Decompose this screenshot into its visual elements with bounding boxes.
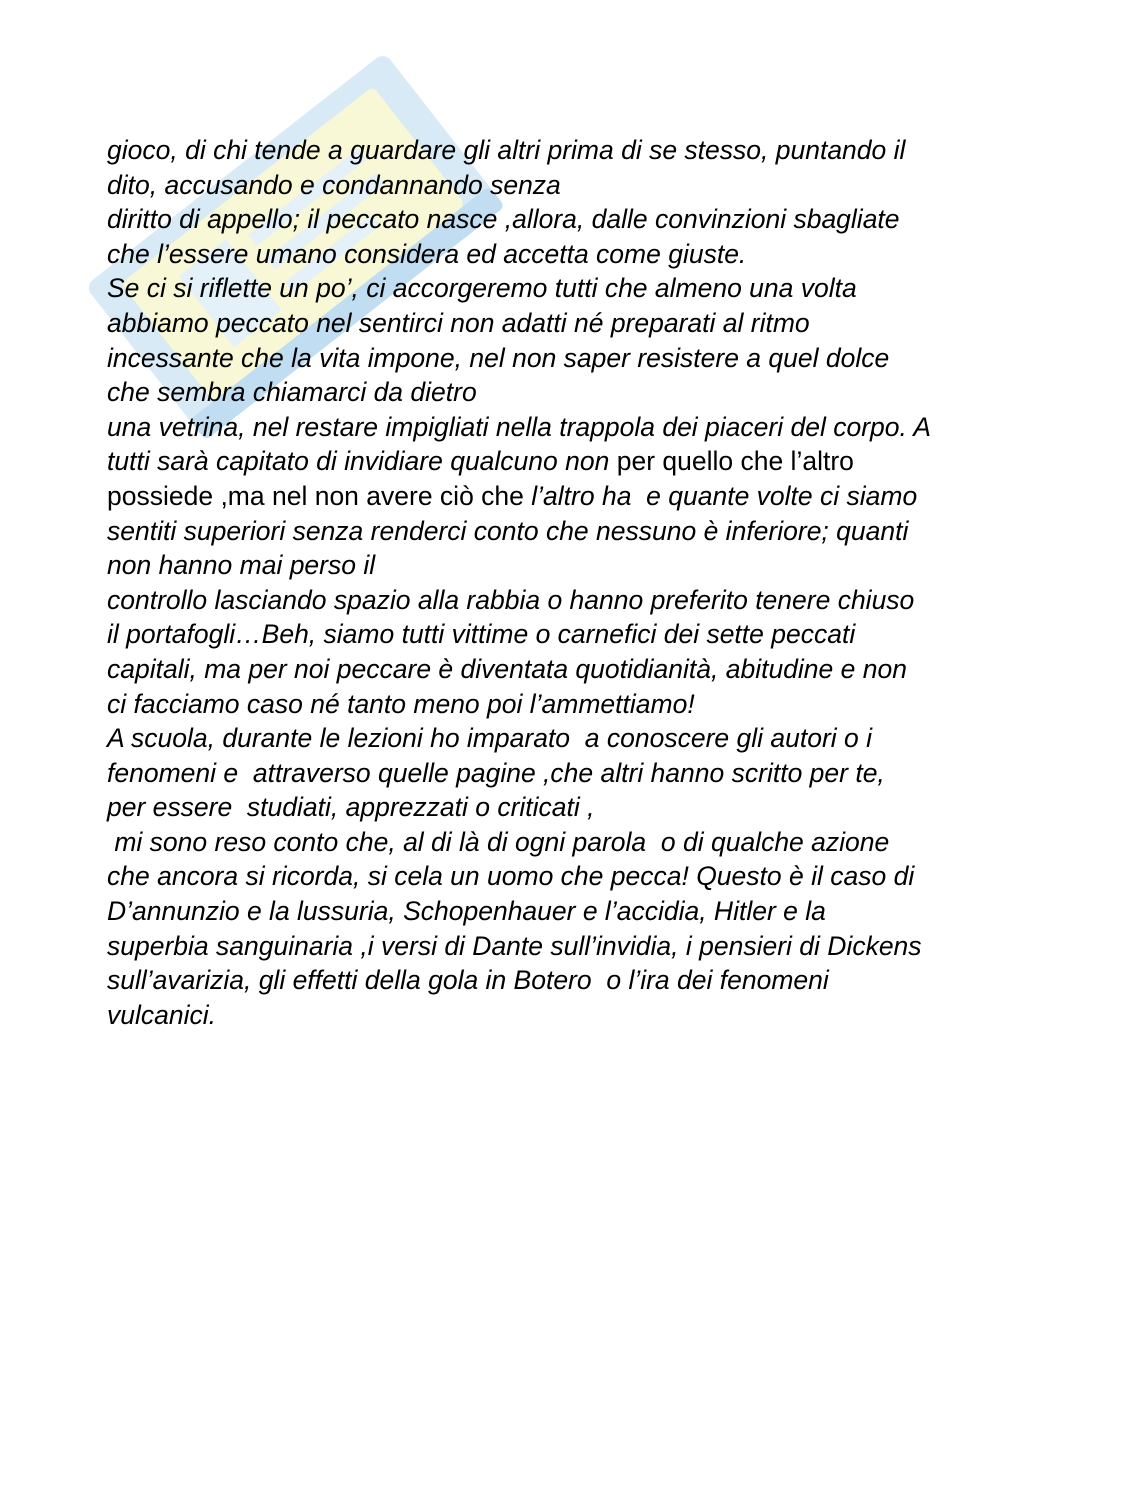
text-line: Se ci si riflette un po’, ci accorgeremo tutti che almeno una volta <box>107 273 857 304</box>
text-line: abbiamo peccato nel sentirci non adatti né preparati al ritmo <box>107 307 810 338</box>
text-line: vulcanici. <box>107 999 216 1030</box>
text-line: mi sono reso conto che, al di là di ogni parola o di qualche azione <box>107 826 890 857</box>
text-line: D’annunzio e la lussuria, Schopenhauer e l’accidia, Hitler e la <box>107 896 826 927</box>
text-line <box>107 444 1047 479</box>
text-line: per essere studiati, apprezzati o criticati , <box>107 792 595 823</box>
text-line: gioco, di chi tende a guardare gli altri prima di se stesso, puntando il <box>107 135 906 165</box>
text-line: capitali, ma per noi peccare è diventata quotidianità, abitudine e non <box>107 653 907 684</box>
text-line: A scuola, durante le lezioni ho imparato a conoscere gli autori o i <box>107 723 873 754</box>
text-line: superbia sanguinaria ,i versi di Dante sull’invidia, i pensieri di Dickens <box>107 930 922 961</box>
text-line: ci facciamo caso né tanto meno poi l’ammettiamo! <box>107 688 695 719</box>
body-text <box>107 133 1047 1032</box>
text-line: sentiti superiori senza renderci conto che nessuno è inferiore; quanti <box>107 515 909 546</box>
text-span-upright: possiede ,ma nel non avere ciò che <box>107 480 532 511</box>
text-line: che l’essere umano considera ed accetta come giuste. <box>107 238 747 269</box>
text-line: che ancora si ricorda, si cela un uomo che pecca! Questo è il caso di <box>107 861 915 892</box>
text-line <box>107 479 1047 514</box>
text-line: controllo lasciando spazio alla rabbia o hanno preferito tenere chiuso <box>107 584 915 615</box>
text-line: il portafogli…Beh, siamo tutti vittime o carnefici dei sette peccati <box>107 619 856 650</box>
text-line: diritto di appello; il peccato nasce ,allora, dalle convinzioni sbagliate <box>107 204 900 235</box>
text-line: fenomeni e attraverso quelle pagine ,che altri hanno scritto per te, <box>107 757 885 788</box>
text-span-upright: per quello che l’altro <box>616 446 854 477</box>
text-span-italic: l’altro ha e quante volte ci siamo <box>531 480 918 511</box>
text-line: incessante che la vita impone, nel non saper resistere a quel dolce <box>107 342 890 373</box>
text-line: dito, accusando e condannando senza <box>107 169 561 200</box>
text-span-italic: tutti sarà capitato di invidiare qualcuno non <box>107 446 617 477</box>
text-line: che sembra chiamarci da dietro <box>107 377 477 408</box>
text-line: una vetrina, nel restare impigliati nella trappola dei piaceri del corpo. A <box>107 411 931 442</box>
text-line: non hanno mai perso il <box>107 550 376 581</box>
text-line: sull’avarizia, gli effetti della gola in Botero o l’ira dei fenomeni <box>107 965 829 996</box>
